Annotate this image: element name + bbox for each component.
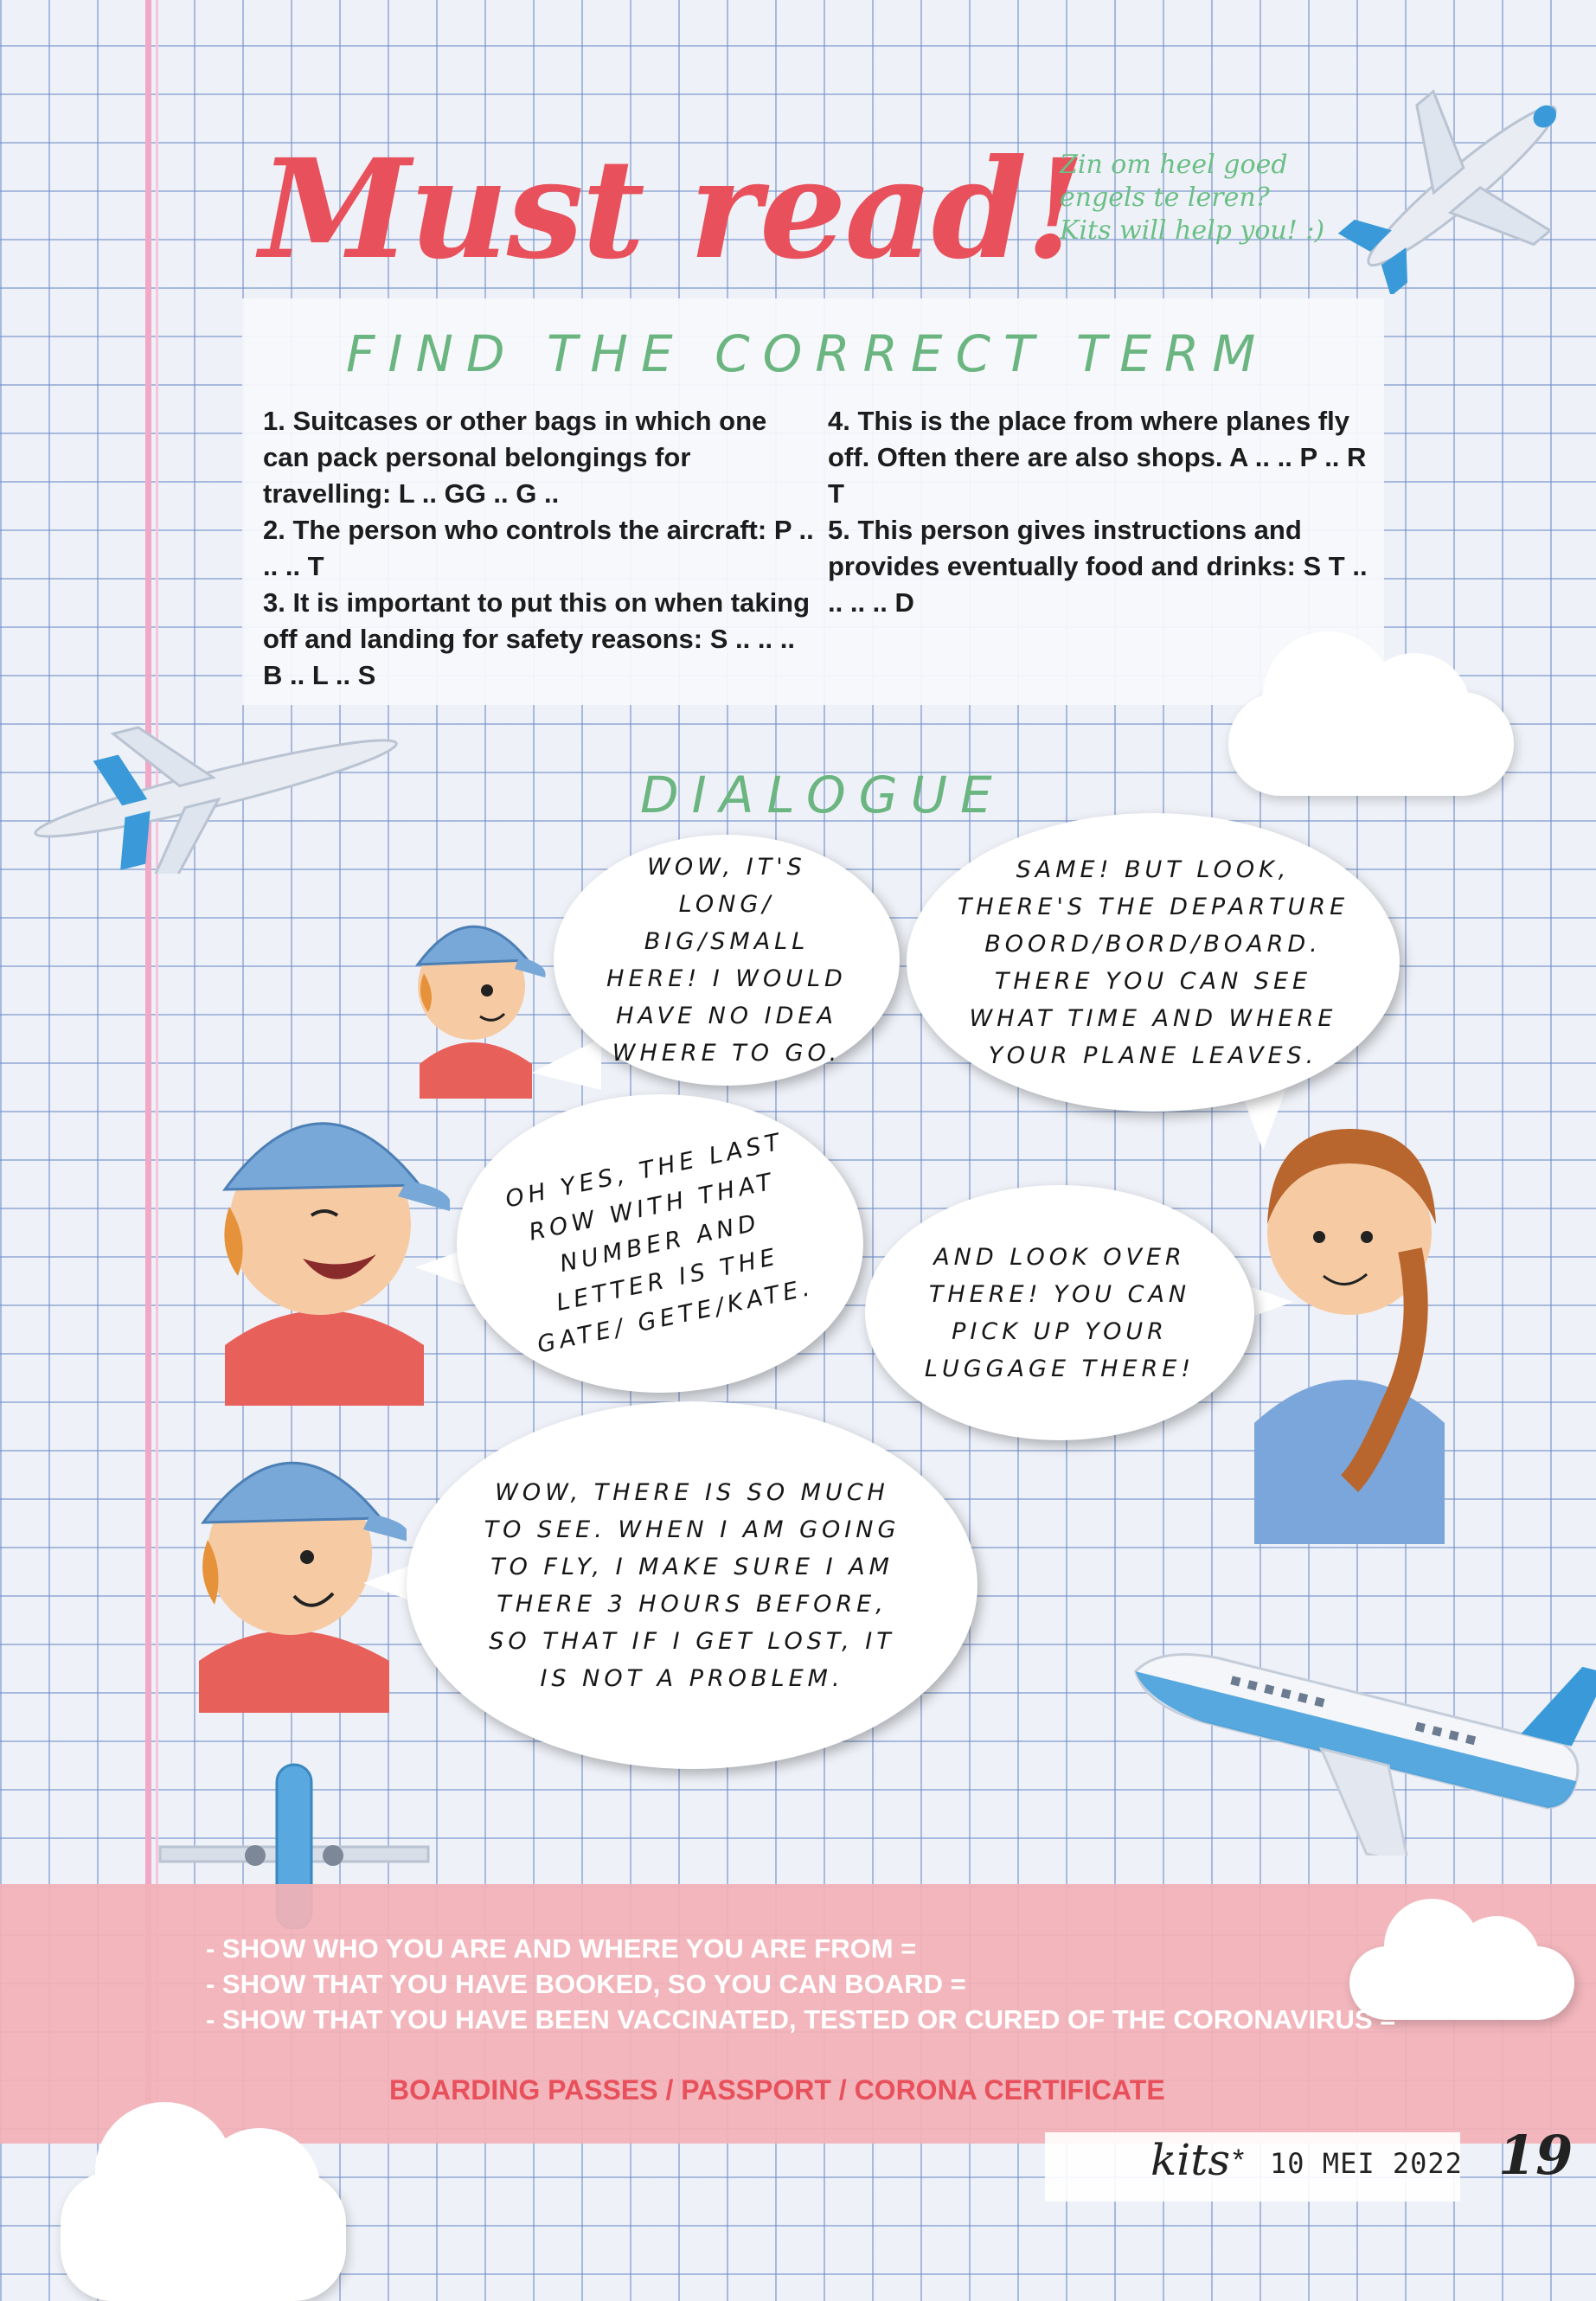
question-1: 1. Suitcases or other bags in which one can pack personal belongings for travelling: L .. GG .. G .. [263, 406, 767, 509]
find-term-heading: FIND THE CORRECT TERM [346, 324, 1269, 383]
speech-bubble [865, 1185, 1254, 1440]
airplane-icon [1332, 78, 1592, 294]
answer-options: BOARDING PASSES / PASSPORT / CORONA CERTIFICATE [389, 2074, 1165, 2106]
brand-logo: kits [1151, 2135, 1231, 2185]
question-2: 2. The person who controls the aircraft: P .. .. .. T [263, 515, 814, 581]
separator-star: * [1233, 2144, 1245, 2176]
note-line: Kits will help you! :) [1060, 215, 1325, 246]
speech-text: SAME! BUT LOOK, THERE'S THE DEPARTURE BOORD/BORD/BOARD. THERE YOU CAN SEE WHAT TIME AND WHERE YOUR PLANE LEAVES. [957, 856, 1349, 1069]
speech-text: WOW, THERE IS SO MUCH TO SEE. WHEN I AM GOING TO FLY, I MAKE SURE I AM THERE 3 HOURS BEFORE, SO THAT IF I GET LOST, IT IS NOT A PROBLEM. [484, 1478, 901, 1692]
handwritten-note [1060, 149, 1371, 247]
speech-bubble [554, 835, 900, 1086]
page-number: 19 [1498, 2124, 1574, 2187]
instruction-line: - SHOW THAT YOU HAVE BOOKED, SO YOU CAN BOARD = [206, 1969, 966, 1999]
boy-character [173, 1384, 407, 1713]
speech-text: AND LOOK OVER THERE! YOU CAN PICK UP YOUR LUGGAGE THERE! [924, 1243, 1195, 1382]
instruction-line: - SHOW THAT YOU HAVE BEEN VACCINATED, TESTED OR CURED OF THE CORONAVIRUS = [206, 2004, 1396, 2035]
question-column-left [263, 403, 817, 694]
airplane-icon [1112, 1596, 1596, 1856]
speech-text: OH YES, THE LAST ROW WITH THAT NUMBER AND LETTER IS THE GATE/ GETE/KATE. [503, 1128, 817, 1359]
boy-character [190, 1042, 450, 1406]
speech-bubble [457, 1094, 863, 1393]
speech-bubble [407, 1401, 977, 1769]
note-line: engels te leren? [1060, 183, 1270, 213]
issue-date: 10 MEI 2022 [1270, 2147, 1463, 2180]
speech-bubble-tail [532, 1038, 601, 1090]
cloud-icon [1228, 692, 1514, 796]
instruction-line: - SHOW WHO YOU ARE AND WHERE YOU ARE FROM = [206, 1933, 917, 1964]
speech-bubble [907, 813, 1400, 1112]
airplane-icon [0, 709, 407, 874]
page-title: Must read! [260, 130, 1084, 290]
cloud-icon [61, 2171, 346, 2301]
question-column-right [828, 403, 1381, 621]
instruction-list [206, 1931, 1590, 2037]
question-4: 4. This is the place from where planes fly off. Often there are also shops. A .. .. P .. R T [828, 406, 1367, 509]
speech-text: WOW, IT'S LONG/ BIG/SMALL HERE! I WOULD HAVE NO IDEA WHERE TO GO. [606, 854, 847, 1067]
dialogue-heading: DIALOGUE [640, 766, 1005, 824]
note-line: Zin om heel goed [1060, 150, 1288, 180]
question-3: 3. It is important to put this on when taking off and landing for safety reasons: S .. .. .. B .. L .. S [263, 587, 811, 690]
question-5: 5. This person gives instructions and provides eventually food and drinks: S T .. .. .. .. D [828, 515, 1368, 618]
